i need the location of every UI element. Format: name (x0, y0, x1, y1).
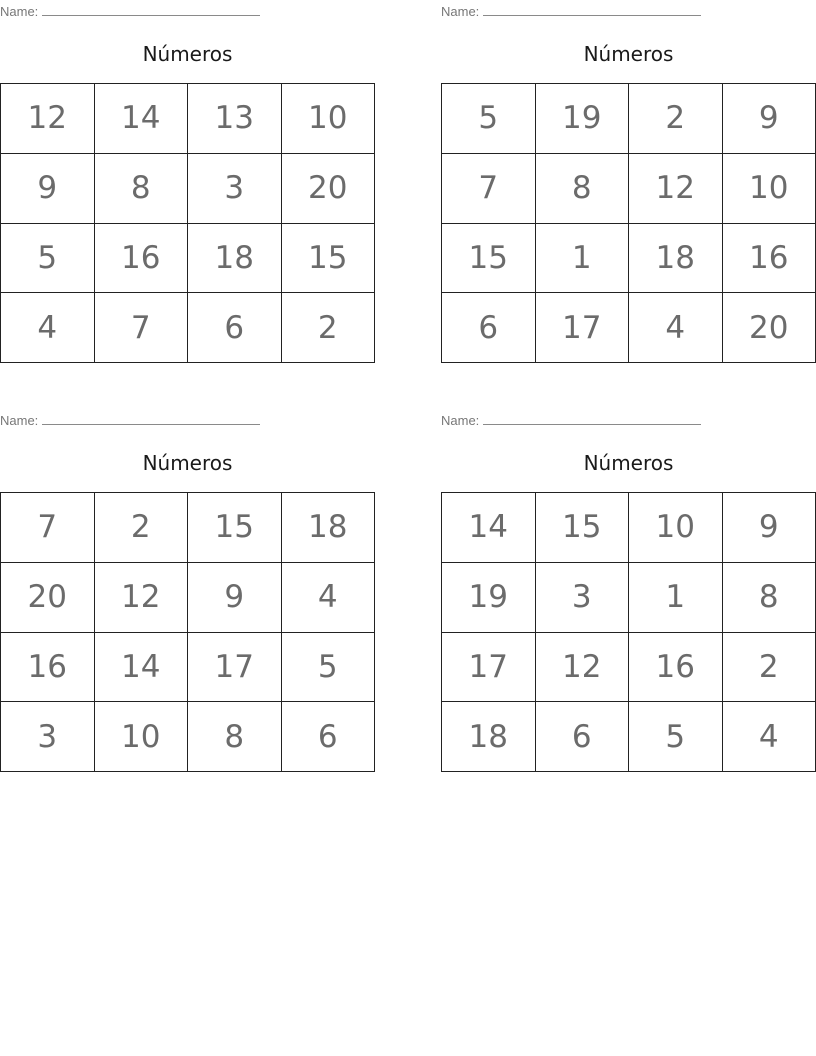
grid-cell: 5 (282, 633, 376, 703)
name-field[interactable] (0, 411, 260, 429)
grid-cell: 2 (723, 633, 816, 703)
grid-cell: 5 (442, 84, 536, 154)
grid-cell: 8 (536, 154, 630, 224)
grid-cell: 20 (282, 154, 376, 224)
grid-cell: 16 (95, 224, 189, 294)
grid-cell: 9 (723, 84, 816, 154)
grid-cell: 10 (629, 493, 723, 563)
grid-cell: 14 (95, 633, 189, 703)
grid-cell: 3 (536, 563, 630, 633)
grid-cell: 16 (629, 633, 723, 703)
grid-cell: 7 (1, 493, 95, 563)
number-grid (441, 492, 816, 772)
grid-cell: 15 (188, 493, 282, 563)
grid-cell: 12 (536, 633, 630, 703)
grid-cell: 12 (1, 84, 95, 154)
grid-cell: 4 (282, 563, 376, 633)
grid-cell: 15 (282, 224, 376, 294)
grid-cell: 19 (442, 563, 536, 633)
bingo-card-1 (0, 0, 375, 370)
grid-cell: 12 (629, 154, 723, 224)
number-grid (0, 83, 375, 363)
grid-cell: 17 (188, 633, 282, 703)
grid-cell: 13 (188, 84, 282, 154)
grid-cell: 17 (442, 633, 536, 703)
grid-cell: 10 (282, 84, 376, 154)
name-field[interactable] (441, 2, 701, 20)
name-field[interactable] (0, 2, 260, 20)
grid-cell: 1 (629, 563, 723, 633)
grid-cell: 4 (629, 293, 723, 363)
grid-cell: 10 (95, 702, 189, 772)
name-blank-line[interactable] (42, 411, 260, 425)
number-grid (0, 492, 375, 772)
name-label: Name: (0, 413, 39, 428)
grid-cell: 4 (723, 702, 816, 772)
grid-cell: 8 (95, 154, 189, 224)
name-label: Name: (0, 4, 39, 19)
grid-cell: 8 (723, 563, 816, 633)
grid-cell: 14 (95, 84, 189, 154)
grid-cell: 17 (536, 293, 630, 363)
name-blank-line[interactable] (483, 411, 701, 425)
card-title: Números (142, 451, 233, 475)
grid-cell: 5 (629, 702, 723, 772)
number-grid (441, 83, 816, 363)
name-label: Name: (441, 413, 480, 428)
card-title: Números (583, 451, 674, 475)
name-label: Name: (441, 4, 480, 19)
grid-cell: 18 (442, 702, 536, 772)
grid-cell: 16 (723, 224, 816, 294)
grid-cell: 2 (95, 493, 189, 563)
grid-cell: 10 (723, 154, 816, 224)
card-title: Números (583, 42, 674, 66)
grid-cell: 4 (1, 293, 95, 363)
grid-cell: 8 (188, 702, 282, 772)
bingo-card-2 (441, 0, 816, 370)
grid-cell: 18 (188, 224, 282, 294)
grid-cell: 5 (1, 224, 95, 294)
grid-cell: 15 (536, 493, 630, 563)
name-blank-line[interactable] (42, 2, 260, 16)
grid-cell: 6 (282, 702, 376, 772)
card-title: Números (142, 42, 233, 66)
grid-cell: 3 (188, 154, 282, 224)
grid-cell: 9 (1, 154, 95, 224)
grid-cell: 14 (442, 493, 536, 563)
grid-cell: 7 (442, 154, 536, 224)
name-field[interactable] (441, 411, 701, 429)
grid-cell: 2 (282, 293, 376, 363)
grid-cell: 9 (188, 563, 282, 633)
grid-cell: 15 (442, 224, 536, 294)
grid-cell: 18 (282, 493, 376, 563)
grid-cell: 7 (95, 293, 189, 363)
grid-cell: 19 (536, 84, 630, 154)
grid-cell: 6 (442, 293, 536, 363)
grid-cell: 9 (723, 493, 816, 563)
bingo-card-4 (441, 409, 816, 779)
grid-cell: 3 (1, 702, 95, 772)
grid-cell: 20 (723, 293, 816, 363)
grid-cell: 12 (95, 563, 189, 633)
grid-cell: 16 (1, 633, 95, 703)
grid-cell: 2 (629, 84, 723, 154)
name-blank-line[interactable] (483, 2, 701, 16)
grid-cell: 20 (1, 563, 95, 633)
grid-cell: 18 (629, 224, 723, 294)
grid-cell: 6 (188, 293, 282, 363)
grid-cell: 6 (536, 702, 630, 772)
bingo-card-3 (0, 409, 375, 779)
grid-cell: 1 (536, 224, 630, 294)
